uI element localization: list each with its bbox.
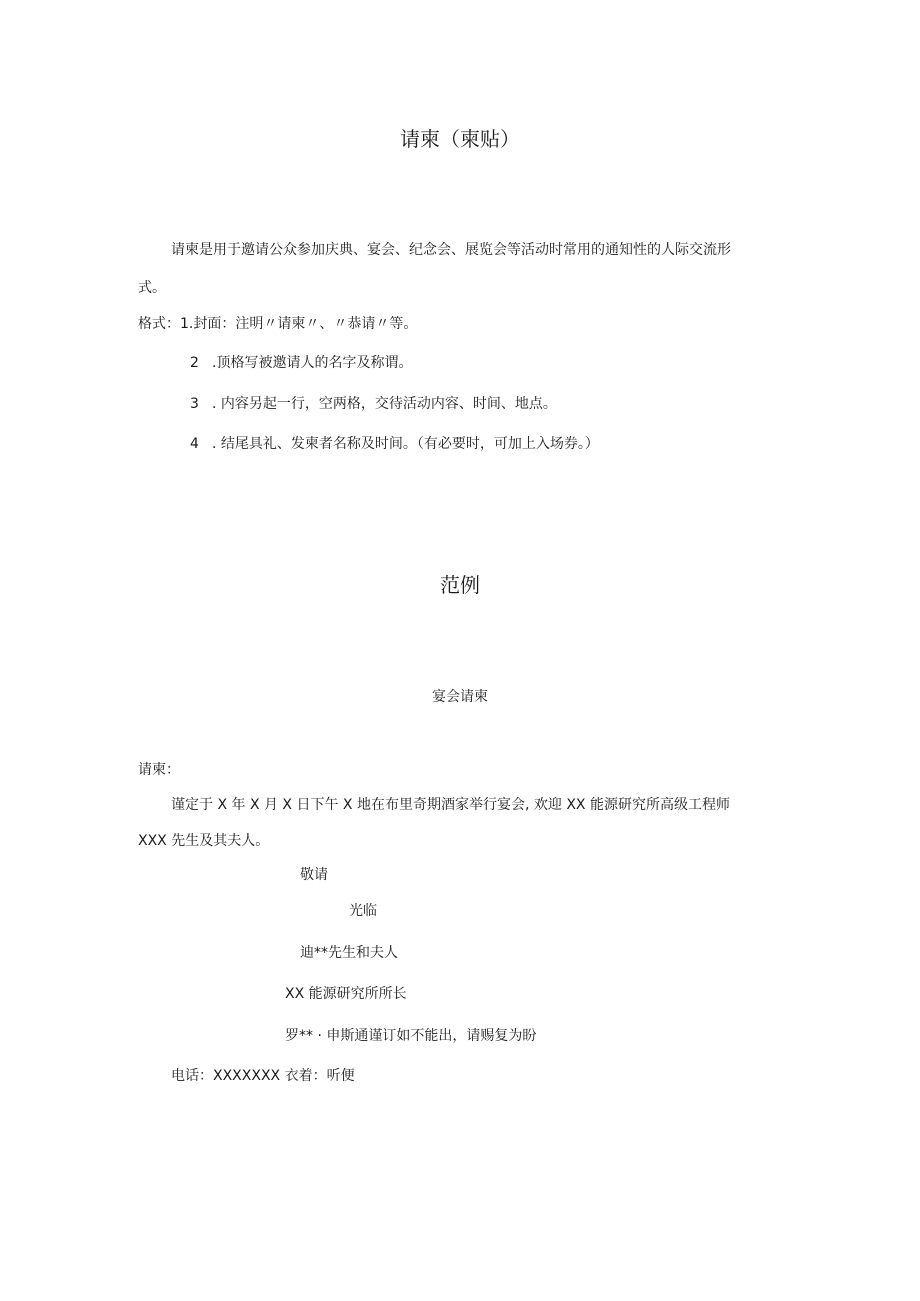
example-subtitle: 宴会请柬 bbox=[432, 689, 488, 705]
format-item-1: 1.封面：注明〃请柬〃、〃恭请〃等。 bbox=[180, 316, 418, 332]
format-item-2-number: 2 bbox=[190, 355, 199, 371]
intro-line-2: 式。 bbox=[138, 280, 166, 296]
invitation-presence: 光临 bbox=[349, 903, 377, 919]
format-item-3-text: . 内容另起一行，空两格，交待活动内容、时间、地点。 bbox=[212, 396, 557, 412]
format-item-3-number: 3 bbox=[190, 396, 199, 412]
example-heading: 范例 bbox=[440, 573, 480, 597]
format-item-4-text: . 结尾具礼、发柬者名称及时间。（有必要时，可加上入场券。） bbox=[212, 436, 599, 452]
format-item-4 bbox=[190, 437, 599, 451]
format-item-4-number: 4 bbox=[190, 436, 199, 452]
format-item-3 bbox=[190, 397, 557, 411]
format-line-1 bbox=[138, 317, 417, 331]
invitation-signer: 罗** · 申斯通谨订如不能出，请赐复为盼 bbox=[285, 1028, 537, 1044]
invitation-respect: 敬请 bbox=[300, 867, 328, 883]
invitation-body-line-2: XXX 先生及其夫人。 bbox=[138, 833, 270, 849]
invitation-salutation: 请柬： bbox=[138, 762, 180, 778]
format-item-2 bbox=[190, 356, 412, 370]
invitation-org: XX 能源研究所所长 bbox=[285, 986, 407, 1002]
invitation-body-line-1: 谨定于 X 年 X 月 X 日下午 X 地在布里奇期酒家举行宴会, 欢迎 XX 能源研究所高级工程师 bbox=[171, 797, 730, 813]
invitation-guest: 迪**先生和夫人 bbox=[300, 945, 398, 961]
invitation-footer: 电话：XXXXXXX 衣着：听便 bbox=[171, 1068, 355, 1084]
document-title: 请柬（柬贴） bbox=[400, 127, 520, 151]
intro-line-1: 请柬是用于邀请公众参加庆典、宴会、纪念会、展览会等活动时常用的通知性的人际交流形 bbox=[171, 242, 731, 258]
format-label: 格式： bbox=[138, 316, 180, 332]
format-item-2-text: .顶格写被邀请人的名字及称谓。 bbox=[212, 355, 413, 371]
